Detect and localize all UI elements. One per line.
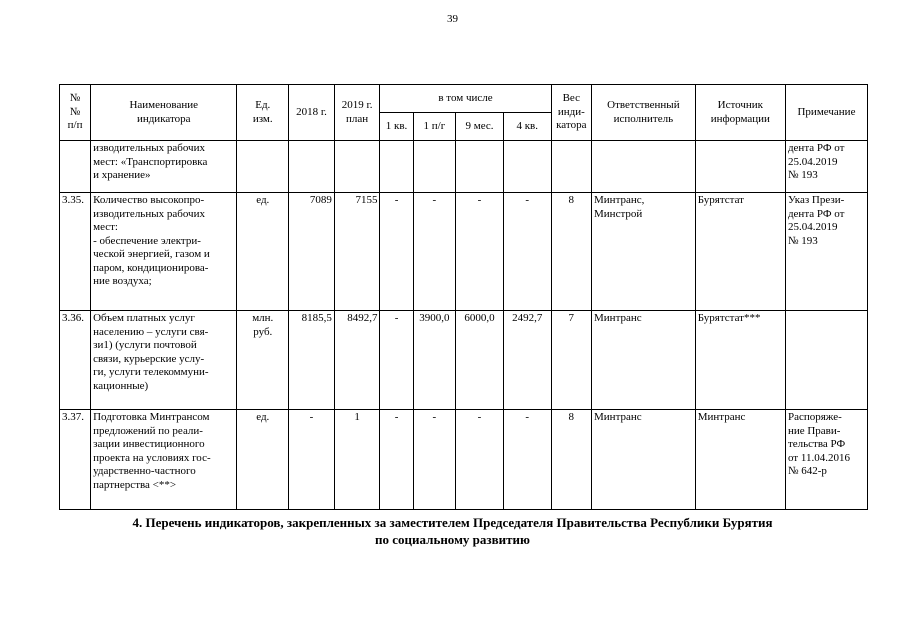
- section-heading: 4. Перечень индикаторов, закрепленных за заместителем Председателя Правительства Республики Бурятия по социальному развитию: [132, 515, 773, 547]
- cell-num: 3.37.: [60, 410, 91, 510]
- cell-h1: -: [413, 193, 456, 311]
- cell-unit: ед.: [237, 193, 289, 311]
- cell-weight: 7: [551, 311, 591, 410]
- cell-unit: млн. руб.: [237, 311, 289, 410]
- header-2018: 2018 г.: [289, 85, 335, 141]
- cell-9m: -: [456, 193, 504, 311]
- cell-weight: 8: [551, 193, 591, 311]
- cell-name: Количество высокопро- изводительных рабочих мест: - обеспечение электри- ческой энергией, газом и паром, кондиционирова- ние воздуха;: [91, 193, 237, 311]
- page-number: 39: [447, 13, 458, 25]
- cell-2019: 8492,7: [334, 311, 380, 410]
- cell-2019: 7155: [334, 193, 380, 311]
- cell-q1: [380, 141, 413, 193]
- cell-responsible: Минтранс: [592, 410, 696, 510]
- cell-source: Бурятстат***: [695, 311, 785, 410]
- cell-9m: [456, 141, 504, 193]
- cell-q4: [503, 141, 551, 193]
- cell-q4: -: [503, 410, 551, 510]
- cell-9m: 6000,0: [456, 311, 504, 410]
- cell-responsible: [592, 141, 696, 193]
- table-row: [60, 193, 868, 311]
- cell-note: Указ Прези- дента РФ от 25.04.2019 № 193: [785, 193, 867, 311]
- cell-q4: -: [503, 193, 551, 311]
- cell-h1: -: [413, 410, 456, 510]
- cell-num: 3.36.: [60, 311, 91, 410]
- cell-h1: 3900,0: [413, 311, 456, 410]
- cell-responsible: Минтранс: [592, 311, 696, 410]
- cell-2018: 7089: [289, 193, 335, 311]
- cell-num: [60, 141, 91, 193]
- cell-note: дента РФ от 25.04.2019 № 193: [785, 141, 867, 193]
- cell-h1: [413, 141, 456, 193]
- cell-weight: [551, 141, 591, 193]
- header-9m: 9 мес.: [456, 113, 504, 141]
- cell-source: Минтранс: [695, 410, 785, 510]
- header-q4: 4 кв.: [503, 113, 551, 141]
- header-responsible: Ответственный исполнитель: [592, 85, 696, 141]
- cell-name: изводительных рабочих мест: «Транспортировка и хранение»: [91, 141, 237, 193]
- cell-2018: -: [289, 410, 335, 510]
- cell-unit: [237, 141, 289, 193]
- cell-unit: ед.: [237, 410, 289, 510]
- header-source: Источник информации: [695, 85, 785, 141]
- cell-name: Подготовка Минтрансом предложений по реали- зации инвестиционного проекта на условиях гос- ударственно-частного партнерства <**>: [91, 410, 237, 510]
- cell-2019: [334, 141, 380, 193]
- cell-q1: -: [380, 311, 413, 410]
- header-2019-plan: 2019 г. план: [334, 85, 380, 141]
- cell-weight: 8: [551, 410, 591, 510]
- table-row: [60, 311, 868, 410]
- indicators-table: [59, 84, 868, 510]
- cell-q1: -: [380, 410, 413, 510]
- cell-q1: -: [380, 193, 413, 311]
- header-q1: 1 кв.: [380, 113, 413, 141]
- cell-name: Объем платных услуг населению – услуги свя- зи1) (услуги почтовой связи, курьерские услу- ги, услуги телекоммуни- кационные): [91, 311, 237, 410]
- table-header-row: [60, 85, 868, 113]
- table-row: [60, 410, 868, 510]
- cell-2019: 1: [334, 410, 380, 510]
- header-name: Наименование индикатора: [91, 85, 237, 141]
- table-row: [60, 141, 868, 193]
- cell-source: Бурятстат: [695, 193, 785, 311]
- header-weight: Вес инди- катора: [551, 85, 591, 141]
- cell-q4: 2492,7: [503, 311, 551, 410]
- cell-9m: -: [456, 410, 504, 510]
- header-unit: Ед. изм.: [237, 85, 289, 141]
- cell-note: [785, 311, 867, 410]
- cell-num: 3.35.: [60, 193, 91, 311]
- header-including: в том числе: [380, 85, 551, 113]
- cell-responsible: Минтранс, Минстрой: [592, 193, 696, 311]
- cell-2018: 8185,5: [289, 311, 335, 410]
- cell-2018: [289, 141, 335, 193]
- cell-note: Распоряже- ние Прави- тельства РФ от 11.04.2016 № 642-р: [785, 410, 867, 510]
- header-h1: 1 п/г: [413, 113, 456, 141]
- cell-source: [695, 141, 785, 193]
- header-note: Примечание: [785, 85, 867, 141]
- header-num: № № п/п: [60, 85, 91, 141]
